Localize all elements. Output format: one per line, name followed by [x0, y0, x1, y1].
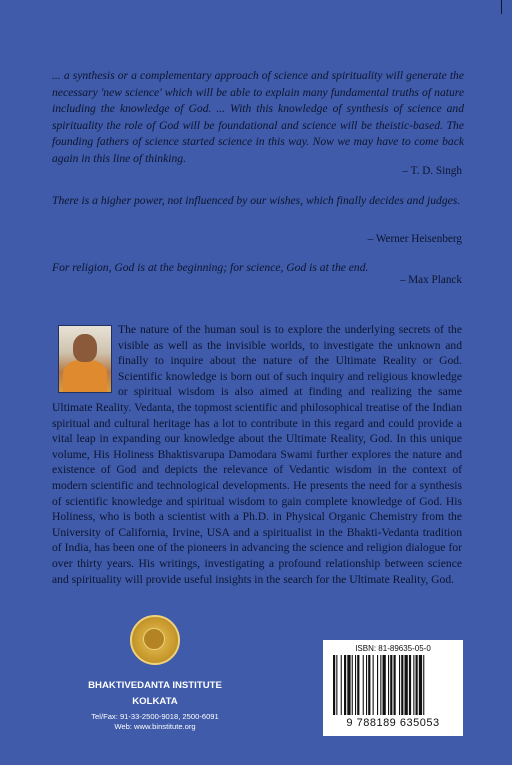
barcode-bar — [416, 655, 418, 715]
barcode-bar — [423, 655, 424, 715]
barcode-bar — [373, 655, 374, 715]
barcode-bar — [401, 655, 403, 715]
barcode-bar — [380, 655, 381, 715]
barcode-bar — [413, 655, 414, 715]
quote-planck: For religion, God is at the beginning; for science, God is at the end. — [52, 261, 369, 274]
barcode-bar — [405, 655, 408, 715]
barcode-bar — [399, 655, 400, 715]
quote-singh: ... a synthesis or a complementary approach of science and spirituality will generate the necessary 'new science' which will be able to explain many fundamental truths of nature including the knowledge of God. ... With this knowledge of synthesis of science and spirituality the role of God will be foundational and science will be theistic-based. The founding fathers of science started science in this way. Now we may have to come back again in this line of thinking. — [52, 69, 464, 165]
quote-heisenberg: There is a higher power, not influenced by our wishes, which finally decides and judges. — [52, 194, 461, 207]
quote-author-singh: – T. D. Singh — [402, 165, 462, 177]
barcode-bar — [344, 655, 346, 715]
crop-mark — [501, 0, 502, 14]
institute-seal-logo — [130, 615, 180, 665]
barcode-bar — [419, 655, 422, 715]
barcode-bar — [341, 655, 342, 715]
barcode-bar — [409, 655, 411, 715]
barcode-bar — [357, 655, 359, 715]
barcode-bar — [333, 655, 335, 715]
barcode-bar — [390, 655, 392, 715]
barcode-digits: 9 788189 635053 — [346, 717, 440, 729]
isbn-label: ISBN: 81-89635-05-0 — [355, 644, 431, 653]
publisher-name: BHAKTIVEDANTA INSTITUTE — [88, 680, 222, 691]
publisher-phone: Tel/Fax: 91-33-2500-9018, 2500-6091 — [91, 712, 219, 721]
barcode-bar — [394, 655, 396, 715]
barcode-bar — [336, 655, 337, 715]
description-text: The nature of the human soul is to explore the underlying secrets of the visible as well as the invisible worlds, to investigate the unknown and finally to inquire about the nature of the Ultimate Reality or God. Scientific knowledge is born out of such inquiry and religious knowledge or spiritual wisdom is also aimed at finding and realizing the same Ultimate Reality. Vedanta, the topmost scientific and philosophical treatise of the Indian spiritual and cultural heritage has a lot to contribute in this regard and could provide a vital leap in expanding our knowledge about the Ultimate Reality, God. In this unique volume, His Holiness Bhaktisvarupa Damodara Swami further explores the nature and existence of God and depicts the relevance of Vedantic wisdom in the context of modern scientific and technological developments. He presents the need for a synthesis of scientific knowledge and spiritual wisdom to gain complete knowledge of God. His Holiness, who is both a scientist with a Ph.D. in Physical Organic Chemistry from the University of California, Irvine, USA and a spiritualist in the Bhakti-Vedanta tradition of India, has been one of the pioneers in advancing the science and religion dialogue for over thirty years. His writings, investigating a profound relationship between science and spirituality will provide useful insights in the search for the Ultimate Reality, God. — [52, 323, 462, 586]
barcode-bar — [352, 655, 353, 715]
barcode-image — [333, 655, 453, 715]
barcode-bar — [366, 655, 367, 715]
barcode-bar — [368, 655, 370, 715]
barcode-bar — [377, 655, 378, 715]
barcode-bar — [363, 655, 364, 715]
isbn-barcode-box — [323, 640, 463, 736]
book-description — [52, 322, 462, 587]
publisher-city: KOLKATA — [132, 696, 178, 707]
barcode-bar — [383, 655, 386, 715]
barcode-bar — [388, 655, 389, 715]
barcode-bar — [355, 655, 356, 715]
quote-author-planck: – Max Planck — [399, 274, 462, 286]
publisher-website: Web: www.binstitute.org — [114, 722, 196, 731]
quote-author-heisenberg: – Werner Heisenberg — [367, 233, 462, 245]
barcode-bar — [347, 655, 350, 715]
